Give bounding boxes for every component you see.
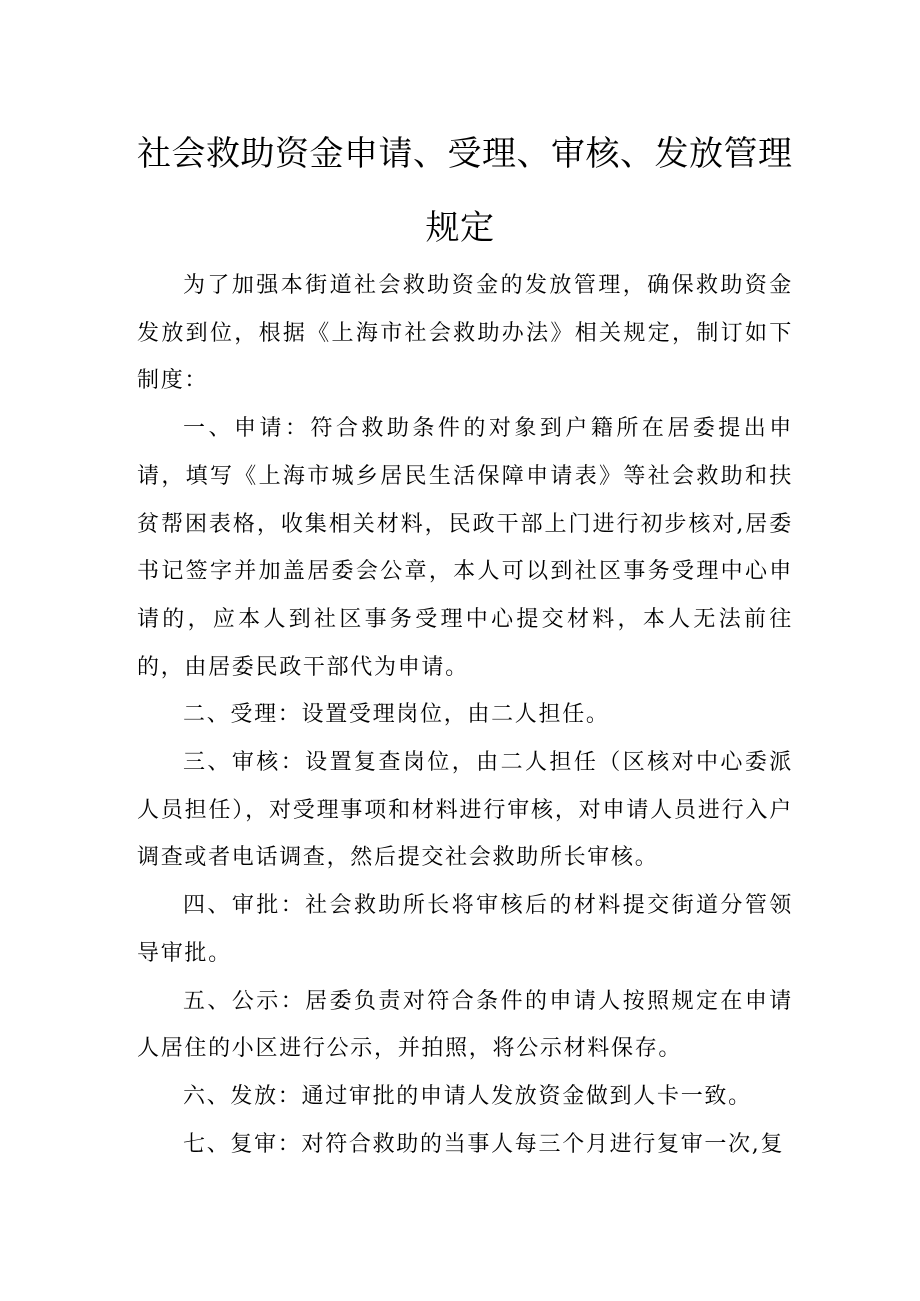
paragraph-disbursement: 六、发放：通过审批的申请人发放资金做到人卡一致。 — [183, 1083, 752, 1109]
document-body — [137, 262, 793, 1168]
paragraph-re-review: 七、复审：对符合救助的当事人每三个月进行复审一次,复 — [183, 1131, 785, 1157]
document-title-line-2: 规定 — [425, 208, 495, 248]
paragraph-review: 三、审核：设置复查岗位，由二人担任（区核对中心委派人员担任），对受理事项和材料进行审核，对申请人员进行入户调查或者电话调查，然后提交社会救助所长审核。 — [137, 750, 793, 871]
paragraph-application: 一、申请：符合救助条件的对象到户籍所在居委提出申请，填写《上海市城乡居民生活保障申请表》等社会救助和扶贫帮困表格，收集相关材料，民政干部上门进行初步核对,居委书记签字并加盖居委会公章，本人可以到社区事务受理中心申请的，应本人到社区事务受理中心提交材料，本人无法前往的，由居委民政干部代为申请。 — [137, 416, 793, 680]
document-title-line-1: 社会救助资金申请、受理、审核、发放管理 — [137, 134, 793, 174]
paragraph-approval: 四、审批：社会救助所长将审核后的材料提交街道分管领导审批。 — [137, 893, 793, 966]
paragraph-publicity: 五、公示：居委负责对符合条件的申请人按照规定在申请人居住的小区进行公示，并拍照，将公示材料保存。 — [137, 988, 793, 1062]
paragraph-intro: 为了加强本街道社会救助资金的发放管理，确保救助资金发放到位，根据《上海市社会救助办法》相关规定，制订如下制度： — [137, 273, 793, 394]
paragraph-acceptance: 二、受理：设置受理岗位，由二人担任。 — [183, 702, 610, 728]
